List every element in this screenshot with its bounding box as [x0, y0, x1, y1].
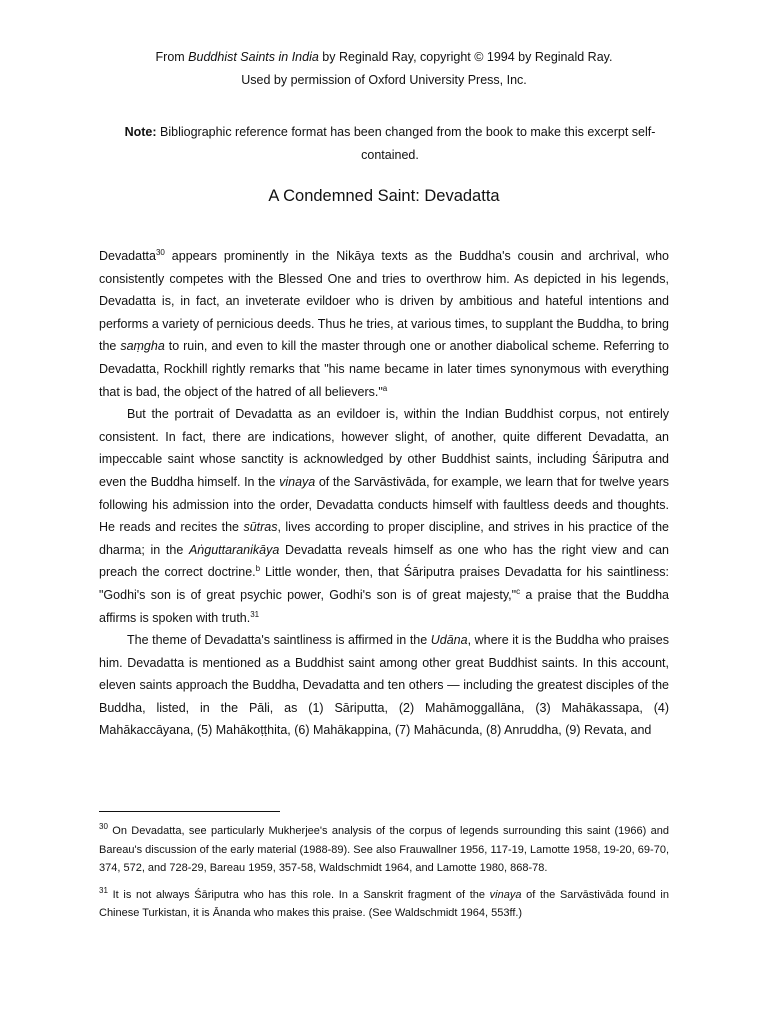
text: The theme of Devadatta's saintliness is affirmed in the [127, 633, 431, 648]
text: Devadatta [99, 249, 156, 263]
chapter-title: A Condemned Saint: Devadatta [268, 187, 500, 205]
credit-from: From [155, 50, 189, 64]
footnote-number: 30 [99, 822, 108, 831]
italic-term: sūtras [243, 520, 278, 535]
text: Little wonder, then, that Śāriputra praises Devadatta for his saintliness: "Godhi's son is of great psychic power, Godhi's son is of great majesty," [99, 565, 669, 602]
footnote-ref-b[interactable]: b [255, 564, 261, 574]
text: , lives according to proper discipline, and strives in his practice of the dharma; in the [99, 520, 669, 557]
footnote-text: of the Sarvāstivāda found in Chinese Turkistan, it is Ānanda who makes this praise. (See Waldschmidt 1964, 553ff.) [99, 888, 669, 919]
footnote-number: 31 [99, 885, 108, 895]
text: Devadatta reveals himself as one who has the right view and can preach the correct doctrine. [99, 542, 669, 580]
footnote-ref-c[interactable]: c [516, 586, 521, 596]
footnote-text: It is not always Śāriputra who has this role. In a Sanskrit fragment of the [107, 888, 490, 901]
footnote-ref-a[interactable]: a [382, 383, 388, 393]
copyright-credit [0, 50, 768, 64]
italic-term: Aṅguttaranikāya [188, 542, 280, 557]
text: a praise that the Buddha affirms is spoken with truth. [99, 587, 669, 625]
body-text [99, 245, 669, 742]
footnote-divider [99, 811, 280, 812]
italic-term: Udāna [430, 633, 468, 648]
text: , where it is the Buddha who praises him. Devadatta is mentioned as a Buddhist saint among other great Buddhist saints. In this account, eleven saints approach the Buddha, Devadatta and ten others — including the greatest disciples of the Buddha, listed, in the Pāli, as (1) Sāriputta, (2) Mahāmoggallāna, (3) Mahākassapa, (4) Mahākaccāyana, (5) Mahākoṭṭhita, (6) Mahākappina, (7) Mahācunda, (8) Anruddha, (9) Revata, and [99, 633, 669, 738]
footnote-ref-30[interactable]: 30 [155, 248, 165, 257]
book-title: Buddhist Saints in India [188, 50, 319, 64]
paragraph-1 [99, 245, 669, 403]
text: of the Sarvāstivāda, for example, we learn that for twelve years following his admission into the order, Devadatta conducts himself with faultless deeds and thoughts. He reads and recites the [99, 474, 669, 535]
note-label: Note: [124, 125, 157, 139]
paragraph-2 [99, 403, 669, 629]
footnotes [99, 822, 669, 931]
footnote-31 [99, 886, 669, 923]
editorial-note [120, 121, 660, 167]
paragraph-3 [99, 629, 669, 742]
italic-term: saṃgha [120, 339, 165, 354]
italic-term: vinaya [489, 888, 522, 901]
italic-term: vinaya [279, 474, 316, 489]
permission-line: Used by permission of Oxford University Press, Inc. [241, 73, 527, 87]
text: But the portrait of Devadatta as an evildoer is, within the Indian Buddhist corpus, not entirely consistent. In fact, there are indications, however slight, of another, quite different Devadatta, an impeccable saint whose sanctity is acknowledged by other Buddhist saints, including Śāriputra and even the Buddha himself. In the [99, 407, 669, 489]
text: appears prominently in the Nikāya texts as the Buddha's cousin and archrival, who consistently competes with the Blessed One and tries to overthrow him. As depicted in his legends, Devadatta is, in fact, an inveterate evildoer who is driven by ambitious and hateful intentions and performs a variety of pernicious deeds. Thus he tries, at various times, to supplant the Buddha, to bring the [99, 249, 669, 354]
note-text: Bibliographic reference format has been changed from the book to make this excerpt self-contained. [156, 125, 656, 162]
footnote-text: On Devadatta, see particularly Mukherjee's analysis of the corpus of legends surrounding this saint (1966) and Bareau's discussion of the early material (1988-89). See also Frauwallner 1956, 117-19, Lamotte 1958, 19-20, 69-70, 374, 572, and 728-29, Bareau 1959, 357-58, Waldschmidt 1964, and Lamotte 1980, 868-78. [99, 825, 669, 874]
credit-rest: by Reginald Ray, copyright © 1994 by Reginald Ray. [318, 50, 613, 64]
footnote-ref-31[interactable]: 31 [250, 609, 260, 619]
footnote-30 [99, 822, 669, 878]
text: to ruin, and even to kill the master through one or another diabolical scheme. Referring to Devadatta, Rockhill rightly remarks that "his name became in later times synonymous with everything that is bad, the object of the hatred of all believers." [99, 339, 669, 399]
